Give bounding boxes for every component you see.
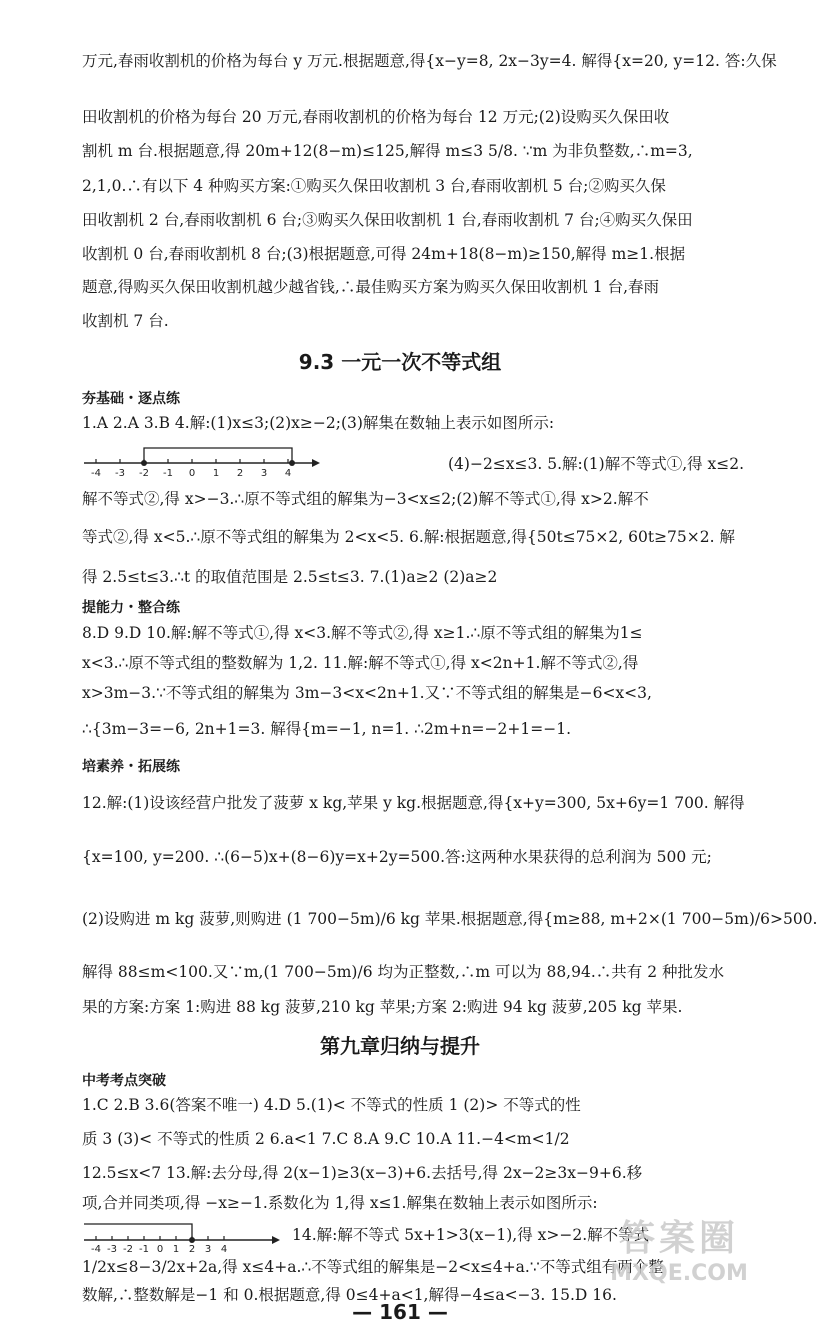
text-line: 1.C 2.B 3.6(答案不唯一) 4.D 5.(1)< 不等式的性质 1 (2)> 不等式的性 bbox=[82, 1096, 581, 1114]
tick-label: 0 bbox=[188, 468, 196, 479]
tick-label: 1 bbox=[172, 1244, 180, 1255]
tick-label: -2 bbox=[123, 1244, 133, 1255]
text-line: (4)−2≤x≤3. 5.解:(1)解不等式①,得 x≤2. bbox=[448, 455, 745, 473]
tick-label: -1 bbox=[139, 1244, 149, 1255]
text-line: x>3m−3.∵不等式组的解集为 3m−3<x<2n+1.又∵不等式组的解集是−6<x<3, bbox=[82, 684, 652, 702]
text-line: 12.解:(1)设该经营户批发了菠萝 x kg,苹果 y kg.根据题意,得{x+y=300, 5x+6y=1 700. 解得 bbox=[82, 794, 745, 812]
arrow-right-icon bbox=[272, 1236, 280, 1244]
closed-endpoint bbox=[289, 460, 295, 466]
tick-label: 4 bbox=[284, 468, 292, 479]
tick-label: 4 bbox=[220, 1244, 228, 1255]
tick-label: 1 bbox=[212, 468, 220, 479]
subsection-heading: 夯基础・逐点练 bbox=[82, 391, 180, 407]
text-line: 收割机 7 台. bbox=[82, 312, 169, 330]
text-line: 12.5≤x<7 13.解:去分母,得 2(x−1)≥3(x−3)+6.去括号,得 2x−2≥3x−9+6.移 bbox=[82, 1164, 643, 1182]
text-line: ∴{3m−3=−6, 2n+1=3. 解得{m=−1, n=1. ∴2m+n=−2+1=−1. bbox=[82, 720, 571, 738]
text-line: 8.D 9.D 10.解:解不等式①,得 x<3.解不等式②,得 x≥1.∴原不等式组的解集为1≤ bbox=[82, 624, 643, 642]
watermark-text: 答案圈 bbox=[618, 1218, 739, 1259]
text-line: (2)设购进 m kg 菠萝,则购进 (1 700−5m)/6 kg 苹果.根据题意,得{m≥88, m+2×(1 700−5m)/6>500. bbox=[82, 910, 817, 928]
tick-label: -1 bbox=[163, 468, 173, 479]
number-line-diagram bbox=[82, 1214, 282, 1254]
subsection-heading: 培素养・拓展练 bbox=[82, 759, 180, 775]
text-line: 万元,春雨收割机的价格为每台 y 万元.根据题意,得{x−y=8, 2x−3y=4. 解得{x=20, y=12. 答:久保 bbox=[82, 52, 777, 70]
tick-label: -2 bbox=[139, 468, 149, 479]
subsection-heading: 提能力・整合练 bbox=[82, 600, 180, 616]
solution-bracket bbox=[144, 448, 292, 463]
text-line: 数解,∴整数解是−1 和 0.根据题意,得 0≤4+a<1,解得−4≤a<−3. 15.D 16. bbox=[82, 1286, 617, 1304]
tick-label: 3 bbox=[204, 1244, 212, 1255]
text-line: 解得 88≤m<100.又∵m,(1 700−5m)/6 均为正整数,∴m 可以为 88,94.∴共有 2 种批发水 bbox=[82, 963, 724, 981]
text-line: 割机 m 台.根据题意,得 20m+12(8−m)≤125,解得 m≤3 5/8. ∵m 为非负整数,∴m=3, bbox=[82, 142, 693, 160]
text-line: 1/2x≤8−3/2x+2a,得 x≤4+a.∴不等式组的解集是−2<x≤4+a.∵不等式组有两个整 bbox=[82, 1258, 664, 1276]
text-line: 解不等式②,得 x>−3.∴原不等式组的解集为−3<x≤2;(2)解不等式①,得 x>2.解不 bbox=[82, 490, 649, 508]
tick-label: -4 bbox=[91, 1244, 101, 1255]
section-title: 9.3 一元一次不等式组 bbox=[298, 350, 502, 374]
page-number: — 161 — bbox=[352, 1300, 448, 1324]
text-line: {x=100, y=200. ∴(6−5)x+(8−6)y=x+2y=500.答:这两种水果获得的总利润为 500 元; bbox=[82, 848, 712, 866]
tick-label: 2 bbox=[236, 468, 244, 479]
arrow-right-icon bbox=[312, 459, 320, 467]
text-line: 果的方案:方案 1:购进 88 kg 菠萝,210 kg 苹果;方案 2:购进 94 kg 菠萝,205 kg 苹果. bbox=[82, 998, 683, 1016]
tick-label: 3 bbox=[260, 468, 268, 479]
text-line: 田收割机的价格为每台 20 万元,春雨收割机的价格为每台 12 万元;(2)设购买久保田收 bbox=[82, 108, 670, 126]
number-line-diagram bbox=[82, 443, 322, 479]
subsection-heading: 中考考点突破 bbox=[82, 1073, 166, 1089]
tick-label: 0 bbox=[156, 1244, 164, 1255]
text-line: 收割机 0 台,春雨收割机 8 台;(3)根据题意,可得 24m+18(8−m)≥150,解得 m≥1.根据 bbox=[82, 245, 686, 263]
text-line: 田收割机 2 台,春雨收割机 6 台;③购买久保田收割机 1 台,春雨收割机 7 台;④购买久保田 bbox=[82, 211, 693, 229]
text-line: 项,合并同类项,得 −x≥−1.系数化为 1,得 x≤1.解集在数轴上表示如图所示: bbox=[82, 1194, 598, 1212]
tick-label: -3 bbox=[107, 1244, 117, 1255]
tick-label: -4 bbox=[91, 468, 101, 479]
text-line: 14.解:解不等式 5x+1>3(x−1),得 x>−2.解不等式 bbox=[292, 1226, 650, 1244]
text-line: 质 3 (3)< 不等式的性质 2 6.a<1 7.C 8.A 9.C 10.A 11.−4<m<1/2 bbox=[82, 1130, 570, 1148]
text-line: 1.A 2.A 3.B 4.解:(1)x≤3;(2)x≥−2;(3)解集在数轴上表示如图所示: bbox=[82, 414, 555, 432]
text-line: x<3.∴原不等式组的整数解为 1,2. 11.解:解不等式①,得 x<2n+1.解不等式②,得 bbox=[82, 654, 639, 672]
watermark-logo bbox=[584, 1210, 774, 1310]
text-line: 等式②,得 x<5.∴原不等式组的解集为 2<x<5. 6.解:根据题意,得{50t≤75×2, 60t≥75×2. 解 bbox=[82, 528, 735, 546]
watermark-url: MXQE.COM bbox=[610, 1261, 748, 1286]
tick-label: -3 bbox=[115, 468, 125, 479]
text-line: 得 2.5≤t≤3.∴t 的取值范围是 2.5≤t≤3. 7.(1)a≥2 (2)a≥2 bbox=[82, 568, 498, 586]
chapter-review-title: 第九章归纳与提升 bbox=[320, 1034, 480, 1058]
text-line: 2,1,0.∴有以下 4 种购买方案:①购买久保田收割机 3 台,春雨收割机 5 台;②购买久保 bbox=[82, 177, 666, 195]
text-line: 题意,得购买久保田收割机越少越省钱,∴最佳购买方案为购买久保田收割机 1 台,春雨 bbox=[82, 278, 659, 296]
tick-label: 2 bbox=[188, 1244, 196, 1255]
